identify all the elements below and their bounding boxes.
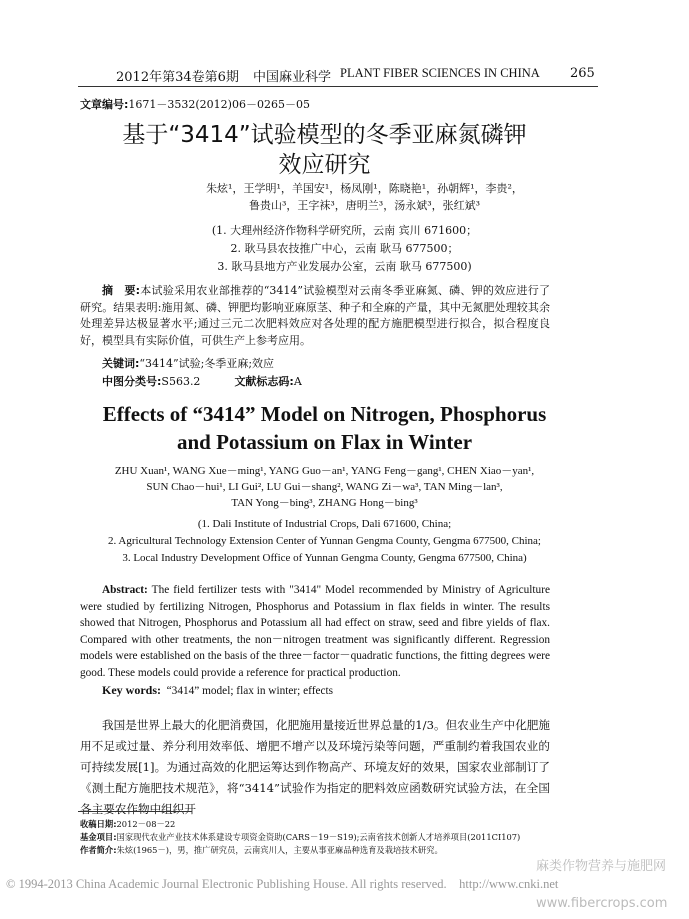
author-en-line: TAN Yong－bing³, ZHANG Hong－bing³ <box>231 497 418 509</box>
journal-cn: 中国麻业科学 <box>253 70 332 85</box>
footnote-funding <box>80 831 610 844</box>
doc-code-label: 文献标志码: <box>234 375 294 388</box>
affiliation-line: 2. 耿马县农技推广中心，云南 耿马 677500； <box>230 242 459 255</box>
keywords-cn-text: “3414”试验;冬季亚麻;效应 <box>139 357 275 370</box>
clc-value: S563.2 <box>161 375 201 388</box>
footnote-author <box>80 844 610 857</box>
footnote-label: 基金项目: <box>80 832 117 842</box>
affiliation-en-line: 2. Agricultural Technology Extension Center of Yunnan Gengma County, Gengma 677500, China; <box>108 535 541 547</box>
clc-label: 中图分类号: <box>102 375 162 388</box>
title-cn <box>0 120 649 180</box>
copyright-footer: © 1994-2013 China Academic Journal Electronic Publishing House. All rights reserved. http://www.cnki.net <box>6 877 559 891</box>
author-line: 朱炫¹，王学明¹，羊国安¹，杨凤刚¹，陈晓艳¹，孙朝辉¹，李贵²， <box>206 182 523 195</box>
abstract-en-text: The field fertilizer tests with "3414" Model recommended by Ministry of Agriculture were studied by fertilizing Nitrogen, Phosphorus and Potassium in flax fields in winter. The results showed that Nitrogen, Phosphorus and Potassium all had effect on straw, seed and fibre yields of flax. Compared with other treatments, the non－nitrogen treatment was significantly different. Regression models were established on the basis of the three－factor－quadratic functions, the fitting degrees were good. These models could provide a reference for practical production. <box>80 584 550 679</box>
footnote-label: 收稿日期: <box>80 819 117 829</box>
author-en-line: SUN Chao－hui¹, LI Gui², LU Gui－shang², WANG Zi－wa³, TAN Ming－lan³, <box>146 481 503 493</box>
author-en-line: ZHU Xuan¹, WANG Xue－ming¹, YANG Guo－an¹, YANG Feng－gang¹, CHEN Xiao－yan¹, <box>114 465 535 477</box>
title-en-line: Effects of “3414” Model on Nitrogen, Phosphorus <box>102 402 547 426</box>
abstract-cn <box>80 283 550 349</box>
watermark-url: www.fibercrops.com <box>536 896 668 911</box>
keywords-en-text: “3414” model; flax in winter; effects <box>166 685 334 697</box>
title-cn-line: 效应研究 <box>278 152 371 178</box>
abstract-cn-label: 摘 要: <box>102 284 141 297</box>
keywords-cn-label: 关键词: <box>102 357 140 370</box>
keywords-cn <box>102 355 274 372</box>
affiliation-line: 3. 耿马县地方产业发展办公室，云南 耿马 677500) <box>217 260 472 273</box>
authors-en <box>0 463 649 511</box>
affiliation-line: (1. 大理州经济作物科学研究所，云南 宾川 671600； <box>211 224 478 237</box>
footnote-text: 2012－08－22 <box>116 819 176 829</box>
abstract-en-label: Abstract: <box>102 584 148 596</box>
doc-code-value: A <box>293 375 302 388</box>
affiliations-cn <box>20 222 669 276</box>
title-en <box>0 400 649 456</box>
keywords-en-label: Key words: <box>102 683 161 697</box>
abstract-cn-text: 本试验采用农业部推荐的“3414”试验模型对云南冬季亚麻氮、磷、钾的效应进行了研究。结果表明:施用氮、磷、钾肥均影响亚麻原茎、种子和全麻的产量，其中无氮肥处理较其余处理差异达极显著水平;通过三元二次肥料效应对各处理的配方施肥模型进行拟合，拟合程度良好，模型具有实际价值，可供生产上参考应用。 <box>80 284 550 347</box>
issue-info: 2012年第34卷第6期 <box>116 70 239 85</box>
title-en-line: and Potassium on Flax in Winter <box>176 430 473 454</box>
affiliation-en-line: (1. Dali Institute of Industrial Crops, Dali 671600, China; <box>197 518 452 530</box>
author-line: 鲁贵山³，王字袜³，唐明兰³，汤永斌³，张红斌³ <box>248 199 481 212</box>
journal-en: PLANT FIBER SCIENCES IN CHINA <box>340 66 540 80</box>
footnote-text: 朱炫(1965－)，男，推广研究员，云南宾川人，主要从事亚麻品种选育及栽培技术研究。 <box>116 845 443 855</box>
keywords-en <box>102 683 333 698</box>
article-number-label: 文章编号: <box>80 98 129 111</box>
page-number: 265 <box>570 66 595 81</box>
body-text: 我国是世界上最大的化肥消费国，化肥施用量接近世界总量的1/3。但农业生产中化肥施用不足或过量、养分利用效率低、增肥不增产以及环境污染等问题，严重制约着我国农业的可持续发展[1]。为通过高效的化肥运筹达到作物高产、环境友好的效果，国家农业部制订了《测土配方施肥技术规范》，将“3414”试验作为指定的肥料效应函数研究试验方法，在全国各主要农作物中组织开 <box>80 718 550 816</box>
authors-cn <box>40 180 689 214</box>
article-number-value: 1671－3532(2012)06－0265－05 <box>128 98 310 111</box>
footnote-label: 作者简介: <box>80 845 117 855</box>
affiliation-en-line: 3. Local Industry Development Office of Yunnan Gengma County, Gengma 677500, China) <box>122 552 527 564</box>
header-rule <box>78 86 598 87</box>
footnote-rule <box>78 811 192 812</box>
footnote-text: 国家现代农业产业技术体系建设专项资金资助(CARS－19－S19);云南省技术创新人才培养项目(2011CI107) <box>116 832 521 842</box>
article-number <box>80 96 310 113</box>
abstract-en <box>80 582 550 682</box>
footnotes <box>80 818 610 857</box>
classification <box>102 373 302 390</box>
affiliations-en <box>0 516 649 567</box>
watermark-cn: 麻类作物营养与施肥网 <box>536 859 667 874</box>
footnote-received <box>80 818 610 831</box>
title-cn-line: 基于“3414”试验模型的冬季亚麻氮磷钾 <box>122 122 527 148</box>
